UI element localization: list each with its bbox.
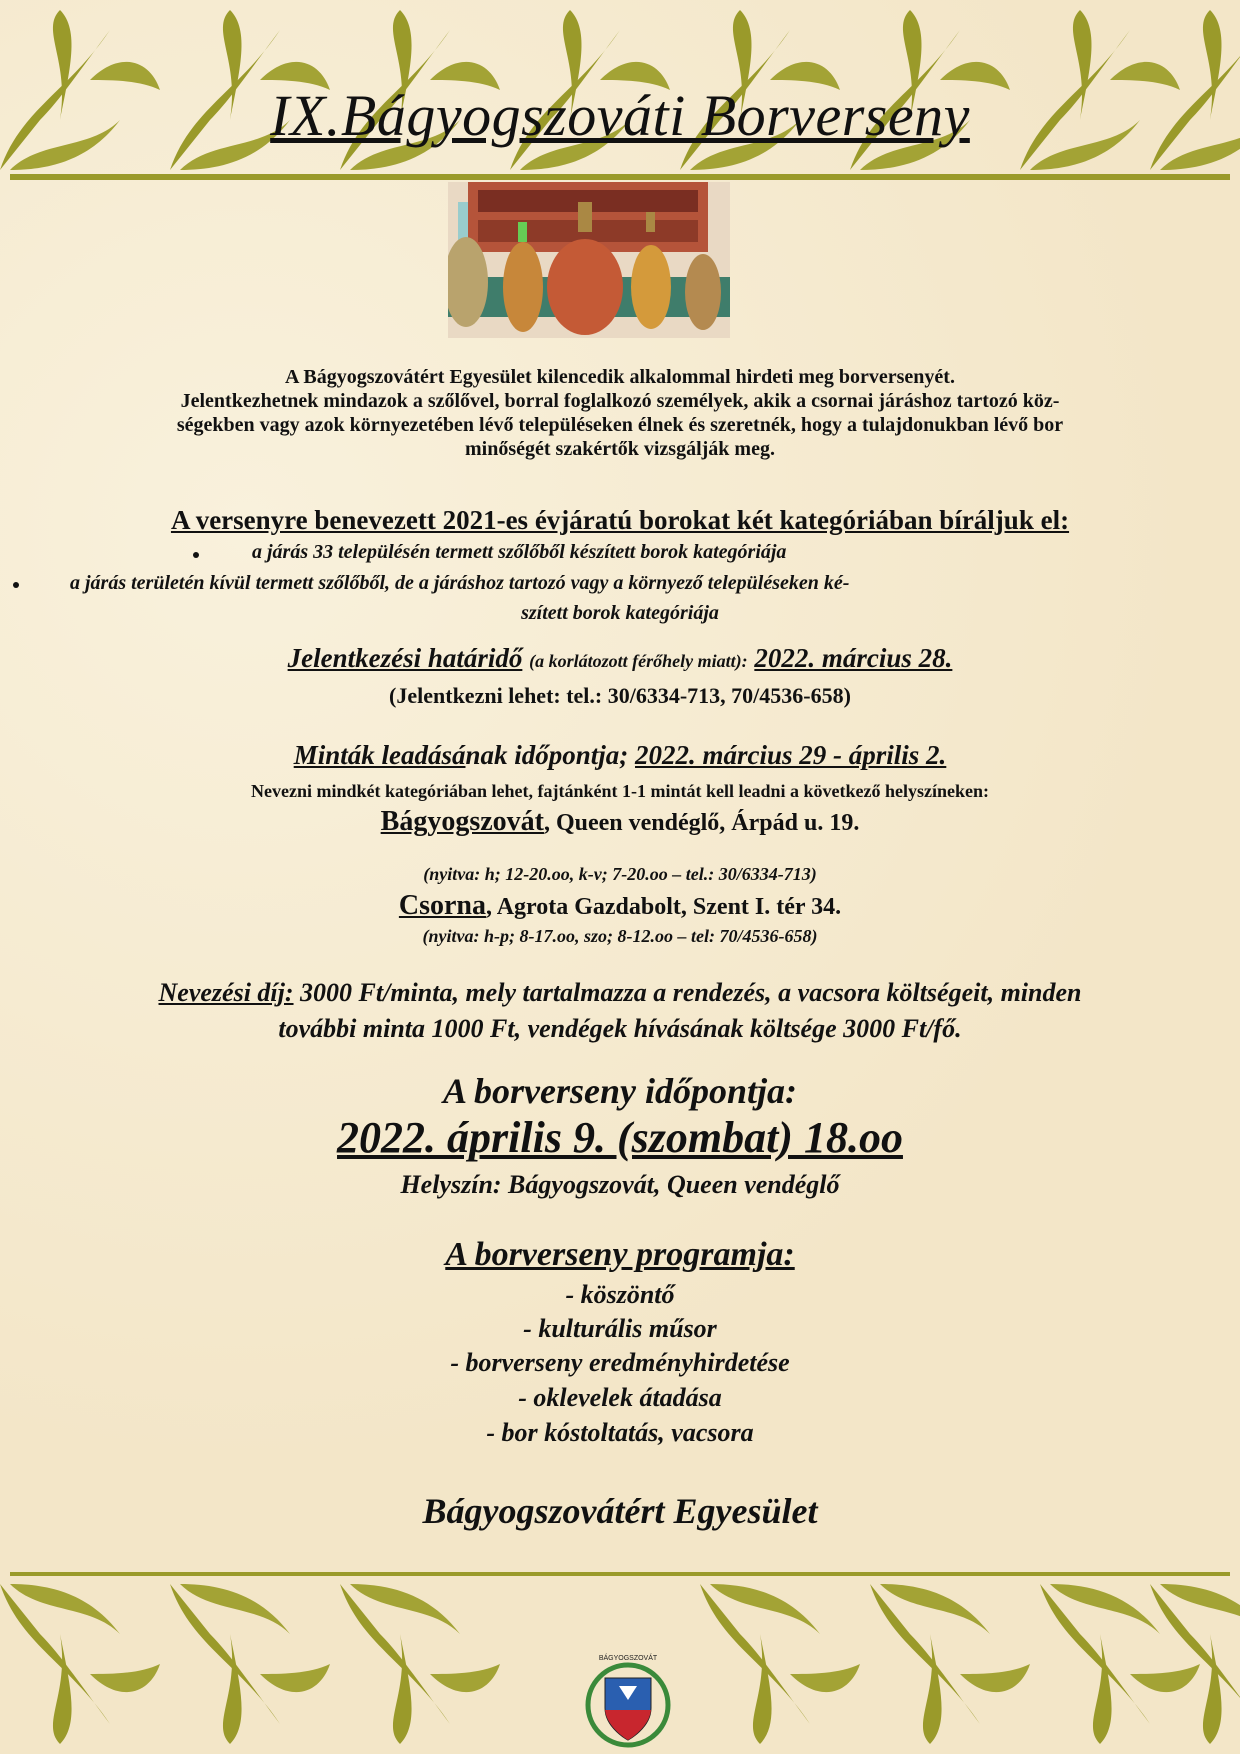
deadline-note: (a korlátozott férőhely miatt): bbox=[529, 651, 748, 671]
program-item: - oklevelek átadása bbox=[518, 1383, 722, 1412]
wine-bottles-photo bbox=[448, 182, 730, 338]
event-date: 2022. április 9. (szombat) 18.oo bbox=[337, 1113, 903, 1162]
program-item: - bor kóstoltatás, vacsora bbox=[486, 1418, 754, 1447]
contact-phones: (Jelentkezni lehet: tel.: 30/6334-713, 70/4536-658) bbox=[389, 683, 851, 708]
location-1 bbox=[0, 806, 1240, 838]
bullet-dot bbox=[13, 582, 19, 588]
samples-label: Minták leadásá bbox=[293, 740, 466, 770]
fee-text-cont: további minta 1000 Ft, vendégek hívásának költsége 3000 Ft/fő. bbox=[278, 1014, 962, 1043]
village-crest-icon bbox=[583, 1650, 673, 1750]
deadline bbox=[0, 643, 1240, 674]
intro-line: ségekben vagy azok környezetében lévő településeken élnek és szeretnék, hogy a tulajdonukban lévő bor bbox=[176, 414, 1064, 436]
program-item: - köszöntő bbox=[565, 1280, 675, 1309]
samples-label-rest: nak időpontja; bbox=[465, 740, 629, 770]
bottle-5 bbox=[685, 254, 721, 330]
location-1-address: , Queen vendéglő, Árpád u. 19. bbox=[543, 810, 860, 836]
event-time-label: A borverseny időpontja: bbox=[442, 1071, 797, 1111]
location-2 bbox=[0, 890, 1240, 922]
category-item-2-cont: szített borok kategóriája bbox=[521, 602, 719, 624]
category-item-2: a járás területén kívül termett szőlőből, de a járáshoz tartozó vagy a környező településeken ké- bbox=[70, 572, 850, 594]
location-1-hours: (nyitva: h; 12-20.oo, k-v; 7-20.oo – tel.: 30/6334-713) bbox=[423, 864, 817, 884]
samples-note: Nevezni mindkét kategóriában lehet, fajtánként 1-1 mintát kell leadni a következő helyszíneken: bbox=[251, 781, 989, 801]
location-1-town: Bágyogszovát bbox=[380, 806, 544, 837]
categories-heading: A versenyre benevezett 2021-es évjáratú borokat két kategóriában bíráljuk el: bbox=[170, 505, 1070, 535]
program-item: - borverseny eredményhirdetése bbox=[450, 1348, 790, 1377]
intro-text bbox=[0, 365, 1240, 461]
poster-title: IX.Bágyogszováti Borverseny bbox=[270, 83, 970, 148]
deadline-label: Jelentkezési határidő bbox=[287, 643, 523, 673]
samples-period bbox=[0, 740, 1240, 771]
location-2-hours: (nyitva: h-p; 8-17.oo, szo; 8-12.oo – tel: 70/4536-658) bbox=[422, 926, 818, 946]
category-item-1: a járás 33 településén termett szőlőből készített borok kategóriája bbox=[252, 541, 787, 563]
samples-dates: 2022. március 29 - április 2. bbox=[635, 740, 947, 770]
deadline-date: 2022. március 28. bbox=[754, 643, 953, 673]
intro-line: Jelentkezhetnek mindazok a szőlővel, borral foglalkozó személyek, akik a csornai járáshoz tartozó köz- bbox=[180, 390, 1060, 412]
intro-line: A Bágyogszovátért Egyesület kilencedik alkalommal hirdeti meg borversenyét. bbox=[285, 366, 955, 388]
entry-fee bbox=[0, 975, 1240, 1047]
fee-text: 3000 Ft/minta, mely tartalmazza a rendezés, a vacsora költségeit, minden bbox=[293, 978, 1082, 1007]
fee-label: Nevezési díj: bbox=[158, 978, 294, 1007]
program-heading: A borverseny programja: bbox=[445, 1236, 795, 1273]
location-2-town: Csorna bbox=[398, 890, 487, 921]
bullet-dot bbox=[193, 552, 199, 558]
program-item: - kulturális műsor bbox=[523, 1314, 717, 1343]
event-venue: Helyszín: Bágyogszovát, Queen vendéglő bbox=[400, 1170, 840, 1199]
location-2-address: , Agrota Gazdabolt, Szent I. tér 34. bbox=[486, 894, 842, 920]
intro-line: minőségét szakértők vizsgálják meg. bbox=[465, 438, 775, 460]
organizer-signature: Bágyogszovátért Egyesület bbox=[422, 1491, 818, 1531]
crest-text: BÁGYOGSZOVÁT bbox=[598, 1655, 658, 1662]
